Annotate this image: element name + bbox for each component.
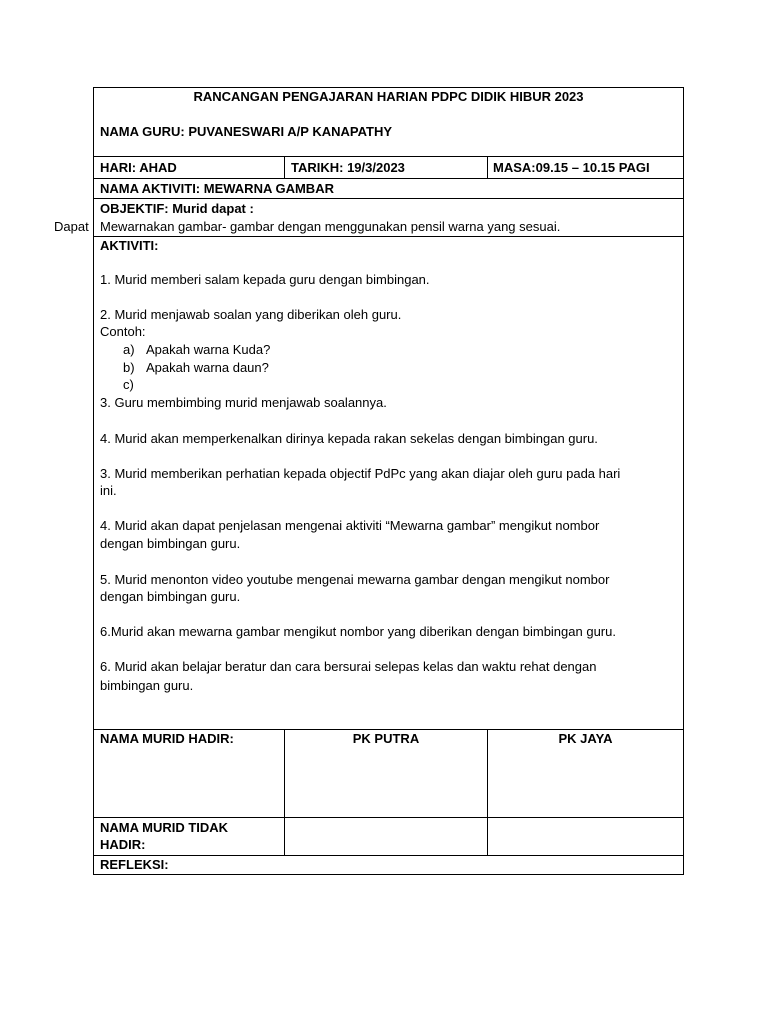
- activity-step: 1. Murid memberi salam kepada guru dengan bimbingan.: [100, 272, 430, 287]
- activities-label: AKTIVITI:: [100, 238, 159, 253]
- row-divider: [93, 817, 684, 818]
- list-marker: c): [123, 377, 134, 392]
- absent-students-label: NAMA MURID TIDAK: [100, 820, 229, 835]
- column-divider: [284, 156, 285, 178]
- table-right-border: [683, 87, 684, 875]
- example-question: Apakah warna Kuda?: [146, 342, 271, 357]
- row-divider: [93, 156, 684, 157]
- list-marker: b): [123, 360, 135, 375]
- activity-step-continued: dengan bimbingan guru.: [100, 589, 241, 604]
- activity-step: 2. Murid menjawab soalan yang diberikan oleh guru.: [100, 307, 402, 322]
- activity-step-continued: ini.: [100, 483, 117, 498]
- activity-step: 4. Murid akan memperkenalkan dirinya kepada rakan sekelas dengan bimbingan guru.: [100, 431, 598, 446]
- row-divider: [93, 178, 684, 179]
- activity-step: 3. Murid memberikan perhatian kepada objectif PdPc yang akan diajar oleh guru pada hari: [100, 466, 621, 481]
- absent-students-label-continued: HADIR:: [100, 837, 146, 852]
- day-field: HARI: AHAD: [100, 160, 177, 175]
- document-title: RANCANGAN PENGAJARAN HARIAN PDPC DIDIK HIBUR 2023: [193, 89, 584, 104]
- activity-step: 6. Murid akan belajar beratur dan cara bersurai selepas kelas dan waktu rehat dengan: [100, 659, 597, 674]
- reflection-label: REFLEKSI:: [100, 857, 169, 872]
- example-question: Apakah warna daun?: [146, 360, 269, 375]
- table-left-border: [93, 87, 94, 875]
- pk-jaya-header: PK JAYA: [558, 731, 613, 746]
- objective-text: Mewarnakan gambar- gambar dengan menggunakan pensil warna yang sesuai.: [100, 219, 561, 234]
- activity-step-continued: bimbingan guru.: [100, 678, 194, 693]
- activity-step: 5. Murid menonton video youtube mengenai mewarna gambar dengan mengikut nombor: [100, 572, 610, 587]
- activity-step: 3. Guru membimbing murid menjawab soalannya.: [100, 395, 387, 410]
- activity-name: NAMA AKTIVITI: MEWARNA GAMBAR: [100, 181, 334, 196]
- teacher-name: NAMA GURU: PUVANESWARI A/P KANAPATHY: [100, 124, 393, 139]
- example-label: Contoh:: [100, 324, 146, 339]
- activity-step: 4. Murid akan dapat penjelasan mengenai aktiviti “Mewarna gambar” mengikut nombor: [100, 518, 600, 533]
- row-divider: [93, 855, 684, 856]
- objective-prefix: Dapat: [54, 219, 89, 234]
- objective-label: OBJEKTIF: Murid dapat :: [100, 201, 254, 216]
- row-divider: [93, 198, 684, 199]
- list-marker: a): [123, 342, 135, 357]
- table-bottom-border: [93, 874, 684, 875]
- pk-putra-header: PK PUTRA: [352, 731, 420, 746]
- activity-step-continued: dengan bimbingan guru.: [100, 536, 241, 551]
- column-divider: [284, 729, 285, 855]
- column-divider: [487, 729, 488, 855]
- row-divider: [93, 236, 684, 237]
- activity-step: 6.Murid akan mewarna gambar mengikut nombor yang diberikan dengan bimbingan guru.: [100, 624, 616, 639]
- time-field: MASA:09.15 – 10.15 PAGI: [493, 160, 650, 175]
- column-divider: [487, 156, 488, 178]
- date-field: TARIKH: 19/3/2023: [291, 160, 405, 175]
- present-students-label: NAMA MURID HADIR:: [100, 731, 234, 746]
